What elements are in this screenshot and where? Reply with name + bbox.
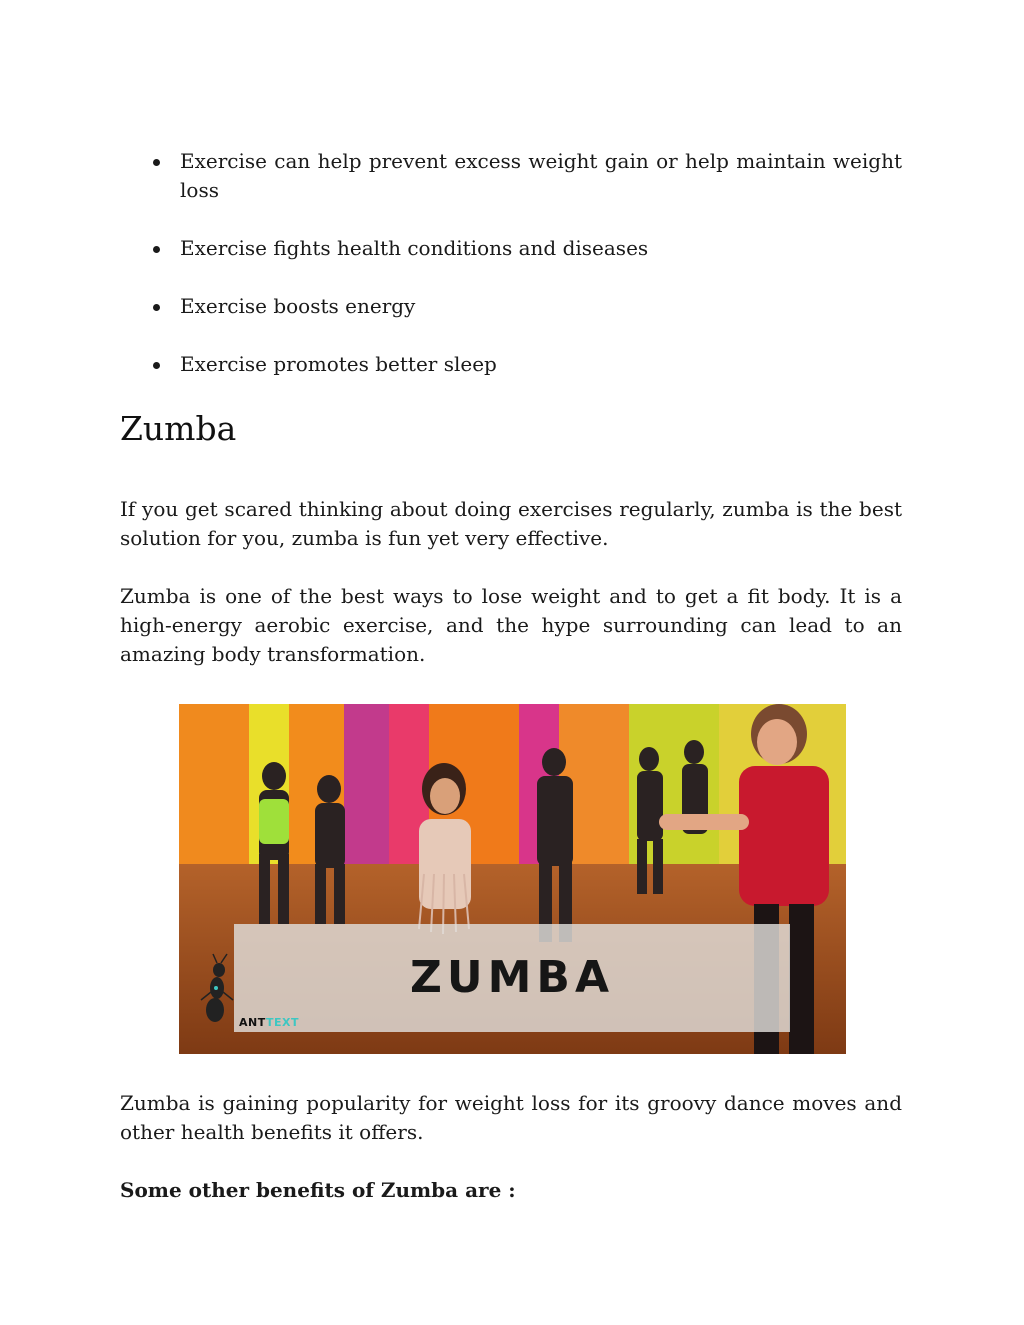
- paragraph-description: Zumba is one of the best ways to lose weight and to get a fit body. It is a high-energy aerobic exercise, and the hype surrounding can lead to an amazing body transformation.: [120, 584, 902, 666]
- bullet-item: [150, 350, 902, 379]
- ant-logo-icon: [183, 952, 243, 1032]
- logo-text-part2: TEXT: [265, 1016, 299, 1029]
- bullet-text: Exercise fights health conditions and diseases: [180, 236, 649, 260]
- logo-text-part1: ANT: [239, 1016, 266, 1029]
- bullet-dot-icon: [153, 362, 160, 369]
- bullet-dot-icon: [153, 246, 160, 253]
- bullet-item: [150, 234, 902, 263]
- section-heading: Zumba: [120, 409, 237, 448]
- bullet-dot-icon: [153, 304, 160, 311]
- zumba-class-photo: [179, 704, 846, 1054]
- bullet-text: Exercise boosts energy: [180, 294, 416, 318]
- paragraph-intro: If you get scared thinking about doing exercises regularly, zumba is the best solution for you, zumba is fun yet very effective.: [120, 497, 902, 550]
- bullet-item: [150, 147, 902, 205]
- paragraph-popularity: Zumba is gaining popularity for weight loss for its groovy dance moves and other health benefits it offers.: [120, 1091, 902, 1144]
- bullet-item: [150, 292, 902, 321]
- logo-wordmark: [239, 1016, 299, 1029]
- paragraph-benefits-intro: Some other benefits of Zumba are :: [120, 1178, 516, 1202]
- bullet-dot-icon: [153, 159, 160, 166]
- benefits-bullet-list: [150, 147, 902, 408]
- bullet-text: Exercise can help prevent excess weight gain or help maintain weight loss: [180, 149, 902, 202]
- bullet-text: Exercise promotes better sleep: [180, 352, 497, 376]
- zumba-banner: [234, 924, 790, 1032]
- banner-text: ZUMBA: [409, 952, 614, 1003]
